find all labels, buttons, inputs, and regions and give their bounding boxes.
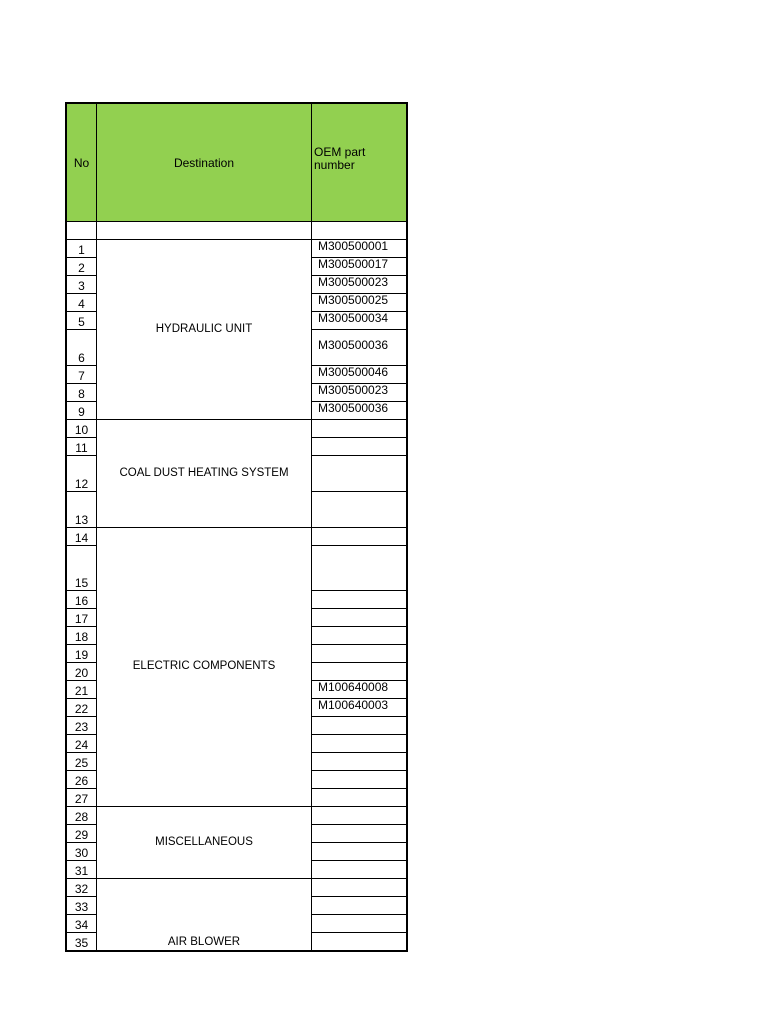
oem-cell[interactable] (312, 807, 408, 825)
row-number[interactable]: 15 (66, 546, 97, 591)
oem-cell[interactable] (312, 735, 408, 753)
oem-cell[interactable] (312, 420, 408, 438)
group-electric-components[interactable]: ELECTRIC COMPONENTS (97, 528, 312, 807)
row-number[interactable]: 35 (66, 933, 97, 951)
header-no[interactable]: No (66, 103, 97, 222)
parts-table-sheet (65, 102, 408, 952)
table-row (66, 222, 407, 240)
row-number[interactable]: 6 (66, 330, 97, 366)
row-number[interactable]: 20 (66, 663, 97, 681)
group-cell[interactable] (97, 222, 312, 240)
row-number[interactable] (66, 222, 97, 240)
row-number[interactable]: 16 (66, 591, 97, 609)
oem-cell[interactable]: M100640003 (312, 699, 408, 717)
oem-cell[interactable]: M300500034 (312, 312, 408, 330)
row-number[interactable]: 9 (66, 402, 97, 420)
row-number[interactable]: 3 (66, 276, 97, 294)
row-number[interactable]: 14 (66, 528, 97, 546)
oem-cell[interactable] (312, 825, 408, 843)
row-number[interactable]: 21 (66, 681, 97, 699)
oem-cell[interactable] (312, 438, 408, 456)
oem-cell[interactable] (312, 546, 408, 591)
oem-cell[interactable] (312, 753, 408, 771)
oem-cell[interactable] (312, 627, 408, 645)
row-number[interactable]: 4 (66, 294, 97, 312)
oem-cell[interactable] (312, 861, 408, 879)
oem-cell[interactable] (312, 717, 408, 735)
row-number[interactable]: 27 (66, 789, 97, 807)
oem-cell[interactable]: M300500001 (312, 240, 408, 258)
oem-cell[interactable]: M100640008 (312, 681, 408, 699)
row-number[interactable]: 7 (66, 366, 97, 384)
oem-cell[interactable]: M300500036 (312, 330, 408, 366)
parts-table (65, 102, 408, 952)
group-air-blower[interactable]: AIR BLOWER (97, 879, 312, 951)
oem-cell[interactable] (312, 456, 408, 492)
row-number[interactable]: 19 (66, 645, 97, 663)
row-number[interactable]: 22 (66, 699, 97, 717)
oem-cell[interactable] (312, 771, 408, 789)
table-row (66, 879, 407, 897)
oem-cell[interactable]: M300500036 (312, 402, 408, 420)
row-number[interactable]: 18 (66, 627, 97, 645)
table-row (66, 807, 407, 825)
oem-cell[interactable]: M300500025 (312, 294, 408, 312)
oem-cell[interactable] (312, 645, 408, 663)
table-row (66, 420, 407, 438)
row-number[interactable]: 29 (66, 825, 97, 843)
oem-cell[interactable] (312, 528, 408, 546)
row-number[interactable]: 31 (66, 861, 97, 879)
row-number[interactable]: 5 (66, 312, 97, 330)
row-number[interactable]: 23 (66, 717, 97, 735)
oem-cell[interactable] (312, 609, 408, 627)
row-number[interactable]: 13 (66, 492, 97, 528)
oem-cell[interactable] (312, 915, 408, 933)
header-destination[interactable]: Destination (97, 103, 312, 222)
row-number[interactable]: 1 (66, 240, 97, 258)
row-number[interactable]: 8 (66, 384, 97, 402)
group-hydraulic-unit[interactable]: HYDRAULIC UNIT (97, 240, 312, 420)
oem-cell[interactable]: M300500023 (312, 276, 408, 294)
row-number[interactable]: 10 (66, 420, 97, 438)
oem-cell[interactable] (312, 933, 408, 951)
row-number[interactable]: 26 (66, 771, 97, 789)
oem-cell[interactable] (312, 789, 408, 807)
table-row (66, 240, 407, 258)
oem-cell[interactable]: M300500023 (312, 384, 408, 402)
oem-cell[interactable] (312, 879, 408, 897)
row-number[interactable]: 24 (66, 735, 97, 753)
oem-cell[interactable] (312, 492, 408, 528)
row-number[interactable]: 28 (66, 807, 97, 825)
row-number[interactable]: 2 (66, 258, 97, 276)
row-number[interactable]: 25 (66, 753, 97, 771)
header-row (66, 103, 407, 222)
row-number[interactable]: 32 (66, 879, 97, 897)
header-oem-part-number[interactable]: OEM part number (312, 103, 408, 222)
oem-cell[interactable] (312, 591, 408, 609)
table-row (66, 528, 407, 546)
row-number[interactable]: 34 (66, 915, 97, 933)
row-number[interactable]: 33 (66, 897, 97, 915)
row-number[interactable]: 11 (66, 438, 97, 456)
row-number[interactable]: 30 (66, 843, 97, 861)
oem-cell[interactable] (312, 663, 408, 681)
oem-cell[interactable] (312, 897, 408, 915)
oem-cell[interactable]: M300500017 (312, 258, 408, 276)
oem-cell[interactable] (312, 843, 408, 861)
oem-cell[interactable]: M300500046 (312, 366, 408, 384)
group-miscellaneous[interactable]: MISCELLANEOUS (97, 807, 312, 879)
row-number[interactable]: 12 (66, 456, 97, 492)
group-coal-dust-heating-system[interactable]: COAL DUST HEATING SYSTEM (97, 420, 312, 528)
row-number[interactable]: 17 (66, 609, 97, 627)
oem-cell[interactable] (312, 222, 408, 240)
